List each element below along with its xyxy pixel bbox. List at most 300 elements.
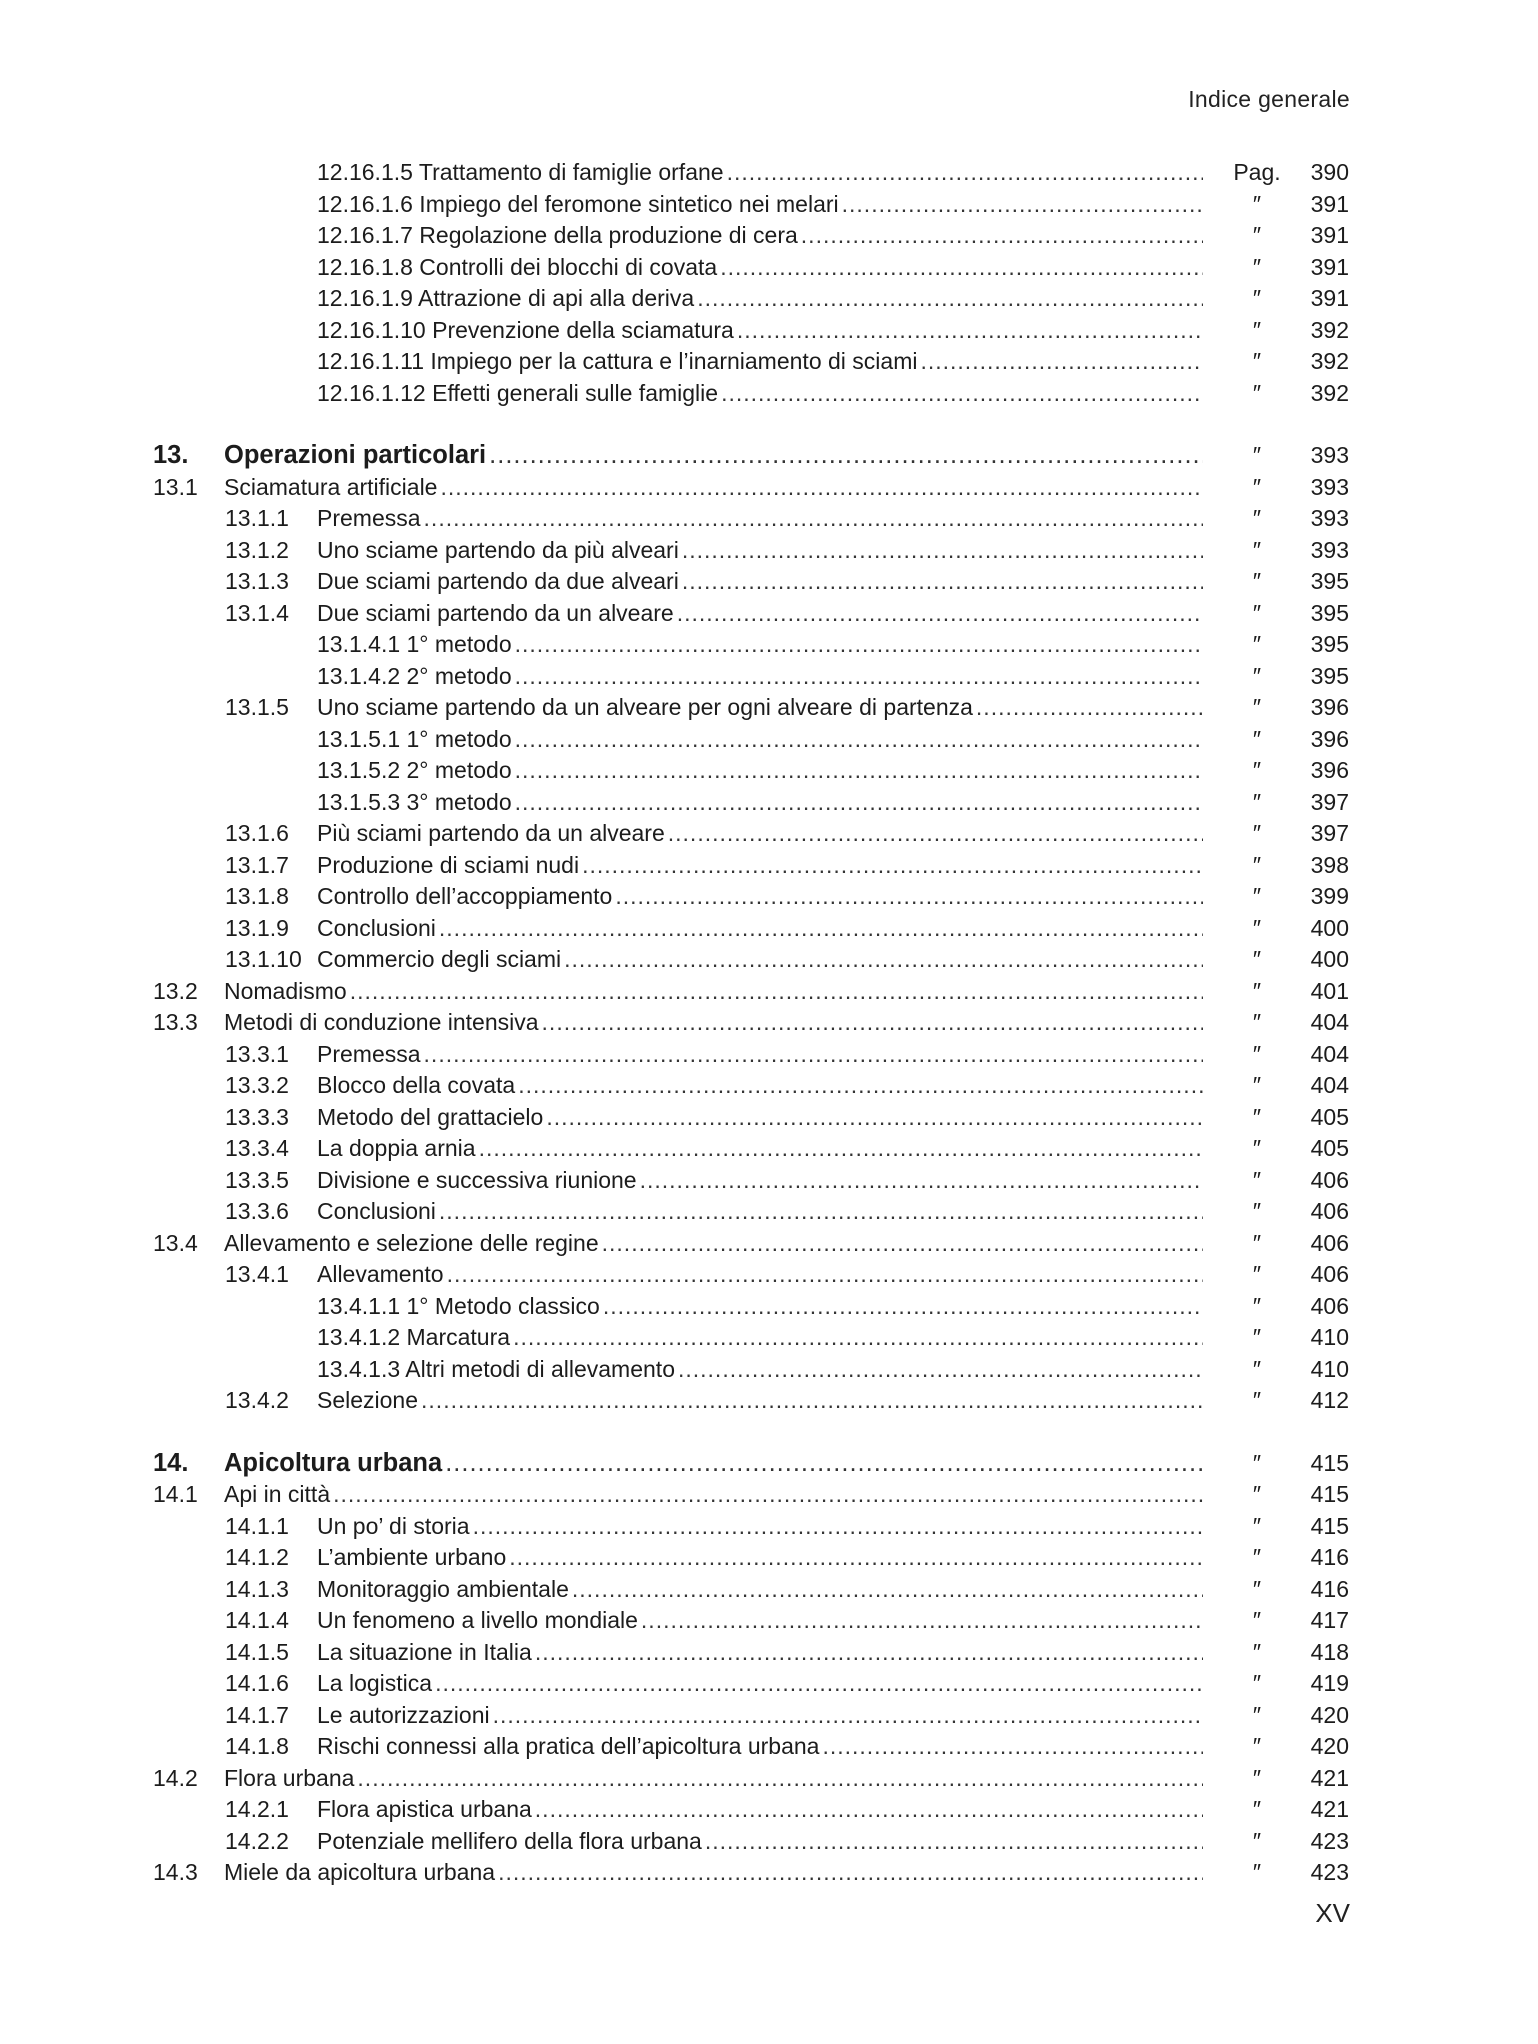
page-marker: ″ [1252, 1575, 1262, 1602]
toc-entry-title: Nomadismo [224, 976, 350, 1008]
dot-leader [424, 1039, 1203, 1071]
toc-entry-row [0, 220, 1538, 252]
page-marker: ″ [1252, 568, 1262, 594]
toc-entry-row [0, 629, 1538, 661]
toc-entry-title: Api in città [224, 1479, 333, 1511]
toc-page-number: 406 [1310, 1166, 1349, 1193]
toc-entry-number: 13.1 [153, 473, 198, 500]
page-marker: ″ [1252, 1827, 1262, 1854]
toc-page-number: 395 [1310, 599, 1349, 626]
toc-entry-row [0, 1070, 1538, 1102]
toc-entry-title: 12.16.1.10 Prevenzione della sciamatura [317, 315, 737, 347]
toc-entry-title: Uno sciame partendo da più alveari [317, 535, 682, 567]
toc-entry-title: La doppia arnia [317, 1133, 479, 1165]
toc-entry-title: Apicoltura urbana [224, 1448, 445, 1480]
toc-entry-title: Premessa [317, 503, 424, 535]
dot-leader [678, 1354, 1203, 1386]
toc-page-number: 404 [1310, 1040, 1349, 1067]
toc-entry-title: 12.16.1.12 Effetti generali sulle famiglie [317, 378, 721, 410]
toc-entry-row [0, 1857, 1538, 1889]
dot-leader [564, 944, 1203, 976]
page-marker: ″ [1252, 694, 1262, 720]
toc-entry-title: 12.16.1.9 Attrazione di api alla deriva [317, 283, 697, 315]
page-marker: ″ [1252, 631, 1262, 657]
page-marker: ″ [1252, 473, 1262, 500]
toc-entry-row [0, 724, 1538, 756]
toc-page-number: 419 [1310, 1670, 1349, 1696]
dot-leader [535, 1637, 1203, 1669]
toc-entry-number: 14.2.2 [225, 1827, 289, 1854]
toc-entry-number: 13.1.7 [225, 851, 289, 878]
dot-leader [350, 976, 1203, 1008]
toc-entry-number: 13.1.4 [225, 599, 289, 626]
toc-entry-number: 13.1.9 [225, 914, 289, 941]
page-marker: ″ [1252, 1670, 1262, 1696]
toc-page-number: 393 [1310, 442, 1349, 468]
toc-page-number: 399 [1310, 883, 1349, 909]
page-marker: ″ [1252, 883, 1262, 909]
dot-leader [509, 1542, 1203, 1574]
dot-leader [493, 1700, 1203, 1732]
toc-entry-row [0, 1354, 1538, 1386]
toc-entry-row [0, 1228, 1538, 1260]
page-marker: ″ [1252, 599, 1262, 626]
toc-entry-title: 13.1.5.3 3° metodo [317, 787, 515, 819]
page-marker: ″ [1252, 1512, 1262, 1539]
page-marker: ″ [1252, 1859, 1262, 1885]
toc-entry-row [0, 1133, 1538, 1165]
toc-entry-number: 13.1.3 [225, 568, 289, 594]
page-marker: ″ [1252, 505, 1262, 531]
dot-leader [682, 535, 1203, 567]
toc-page-number: 406 [1310, 1261, 1349, 1287]
toc-page-number: 405 [1310, 1135, 1349, 1161]
toc-entry-title: Monitoraggio ambientale [317, 1574, 572, 1606]
toc-page-number: 393 [1310, 473, 1349, 500]
toc-entry-row [0, 692, 1538, 724]
toc-entry-number: 14.1.5 [225, 1638, 289, 1665]
toc-page-number: 393 [1310, 505, 1349, 531]
page-marker: ″ [1252, 1135, 1262, 1161]
toc-entry-row [0, 976, 1538, 1008]
dot-leader [721, 378, 1203, 410]
toc-entry-number: 14.1.7 [225, 1701, 289, 1728]
dot-leader [473, 1511, 1203, 1543]
toc-entry-number: 13. [153, 441, 189, 469]
page-marker: Pag. [1233, 159, 1281, 185]
toc-entry-row [0, 1291, 1538, 1323]
toc-page-number: 401 [1310, 977, 1349, 1004]
dot-leader [440, 472, 1203, 504]
page-marker: ″ [1252, 914, 1262, 941]
toc-page-number: 415 [1310, 1449, 1349, 1476]
toc-entry-title: Le autorizzazioni [317, 1700, 493, 1732]
dot-leader [439, 913, 1203, 945]
toc-entry-title: Commercio degli sciami [317, 944, 564, 976]
toc-page-number: 400 [1310, 914, 1349, 941]
toc-page-number: 391 [1310, 190, 1349, 217]
toc-entry-row [0, 850, 1538, 882]
toc-entry-row [0, 913, 1538, 945]
dot-leader [697, 283, 1203, 315]
toc-entry-row [0, 1574, 1538, 1606]
toc-entry-number: 14.1 [153, 1481, 198, 1507]
toc-entry-row [0, 1668, 1538, 1700]
toc-entry-title: Potenziale mellifero della flora urbana [317, 1826, 705, 1858]
toc-page-number: 406 [1310, 1198, 1349, 1224]
dot-leader [515, 629, 1203, 661]
toc-entry-title: 13.4.1.1 1° Metodo classico [317, 1291, 603, 1323]
page-marker: ″ [1252, 1324, 1262, 1350]
toc-entry-title: Produzione di sciami nudi [317, 850, 582, 882]
toc-entry-number: 13.1.10 [225, 946, 302, 972]
toc-entry-row [0, 1763, 1538, 1795]
toc-entry-row [0, 1794, 1538, 1826]
dot-leader [801, 220, 1203, 252]
table-of-contents [0, 157, 1538, 1889]
toc-entry-row [0, 881, 1538, 913]
dot-leader [518, 1070, 1203, 1102]
toc-entry-number: 13.4.2 [225, 1387, 289, 1413]
toc-entry-title: Un fenomeno a livello mondiale [317, 1605, 641, 1637]
page-marker: ″ [1252, 285, 1262, 311]
toc-entry-title: La situazione in Italia [317, 1637, 535, 1669]
page-marker: ″ [1252, 379, 1262, 406]
toc-entry-row [0, 1385, 1538, 1417]
page-marker: ″ [1252, 1701, 1262, 1728]
toc-page-number: 421 [1310, 1796, 1349, 1822]
toc-page-number: 406 [1310, 1292, 1349, 1319]
toc-page-number: 423 [1310, 1859, 1349, 1885]
toc-entry-title: La logistica [317, 1668, 435, 1700]
dot-leader [357, 1763, 1203, 1795]
toc-page-number: 400 [1310, 946, 1349, 972]
toc-entry-title: 13.4.1.3 Altri metodi di allevamento [317, 1354, 678, 1386]
toc-page-number: 390 [1310, 159, 1349, 185]
page-marker: ″ [1252, 1072, 1262, 1098]
running-head: Indice generale [1188, 86, 1350, 112]
dot-leader [445, 1448, 1203, 1480]
toc-entry-title: Sciamatura artificiale [224, 472, 440, 504]
page-marker: ″ [1252, 1261, 1262, 1287]
page-marker: ″ [1252, 1009, 1262, 1035]
toc-entry-number: 14.1.3 [225, 1575, 289, 1602]
toc-entry-number: 13.3.3 [225, 1103, 289, 1130]
page-marker: ″ [1252, 1166, 1262, 1193]
toc-entry-row [0, 1259, 1538, 1291]
dot-leader [513, 1322, 1203, 1354]
toc-entry-number: 13.1.1 [225, 505, 289, 531]
toc-entry-title: Flora apistica urbana [317, 1794, 535, 1826]
page-marker: ″ [1252, 316, 1262, 343]
dot-leader [822, 1731, 1203, 1763]
dot-leader [582, 850, 1203, 882]
page-marker: ″ [1252, 1796, 1262, 1822]
toc-page-number: 396 [1310, 725, 1349, 752]
toc-entry-number: 14.1.8 [225, 1733, 289, 1759]
dot-leader [489, 440, 1203, 472]
page-marker: ″ [1252, 662, 1262, 689]
dot-leader [439, 1196, 1203, 1228]
toc-entry-number: 14. [153, 1448, 189, 1477]
toc-page-number: 393 [1310, 536, 1349, 563]
dot-leader [640, 1165, 1203, 1197]
toc-entry-number: 14.3 [153, 1859, 198, 1885]
toc-entry-title: Allevamento e selezione delle regine [224, 1228, 602, 1260]
toc-page-number: 392 [1310, 379, 1349, 406]
toc-entry-title: 13.1.5.2 2° metodo [317, 755, 515, 787]
toc-entry-number: 13.1.5 [225, 694, 289, 720]
toc-page-number: 415 [1310, 1481, 1349, 1507]
page-marker: ″ [1252, 757, 1262, 783]
page-marker: ″ [1252, 348, 1262, 374]
dot-leader [677, 598, 1203, 630]
dot-leader [498, 1857, 1203, 1889]
dot-leader [542, 1007, 1203, 1039]
toc-entry-title: Divisione e successiva riunione [317, 1165, 640, 1197]
dot-leader [737, 315, 1203, 347]
toc-entry-title: Selezione [317, 1385, 421, 1417]
toc-entry-number: 14.1.1 [225, 1512, 289, 1539]
toc-entry-number: 13.3.6 [225, 1198, 289, 1224]
toc-entry-row [0, 1826, 1538, 1858]
toc-entry-row [0, 1322, 1538, 1354]
toc-page-number: 404 [1310, 1009, 1349, 1035]
toc-entry-row [0, 189, 1538, 221]
dot-leader [515, 661, 1203, 693]
toc-page-number: 405 [1310, 1103, 1349, 1130]
toc-entry-row [0, 598, 1538, 630]
page-marker: ″ [1252, 1733, 1262, 1759]
toc-entry-row [0, 1637, 1538, 1669]
page-marker: ″ [1252, 820, 1262, 846]
toc-entry-row [0, 1511, 1538, 1543]
dot-leader [727, 157, 1203, 189]
page-marker: ″ [1252, 725, 1262, 752]
toc-page-number: 420 [1310, 1733, 1349, 1759]
page-marker: ″ [1252, 1387, 1262, 1413]
toc-entry-row [0, 1102, 1538, 1134]
dot-leader [421, 1385, 1203, 1417]
toc-entry-number: 13.2 [153, 977, 198, 1004]
page-marker: ″ [1252, 1544, 1262, 1570]
toc-entry-row [0, 818, 1538, 850]
toc-entry-number: 13.1.6 [225, 820, 289, 846]
dot-leader [920, 346, 1203, 378]
page-marker: ″ [1252, 1292, 1262, 1319]
dot-leader [479, 1133, 1203, 1165]
toc-page-number: 420 [1310, 1701, 1349, 1728]
toc-entry-row [0, 315, 1538, 347]
toc-entry-title: 12.16.1.7 Regolazione della produzione di cera [317, 220, 801, 252]
toc-entry-number: 13.3 [153, 1009, 198, 1035]
toc-entry-title: 12.16.1.5 Trattamento di famiglie orfane [317, 157, 727, 189]
toc-entry-row [0, 1479, 1538, 1511]
toc-entry-number: 13.3.4 [225, 1135, 289, 1161]
toc-entry-row [0, 566, 1538, 598]
dot-leader [602, 1228, 1203, 1260]
toc-page-number: 412 [1310, 1387, 1349, 1413]
toc-entry-title: Controllo dell’accoppiamento [317, 881, 615, 913]
toc-entry-number: 13.4.1 [225, 1261, 289, 1287]
toc-entry-title: Blocco della covata [317, 1070, 518, 1102]
page-marker: ″ [1252, 1449, 1262, 1476]
toc-entry-row [0, 346, 1538, 378]
page-marker: ″ [1252, 1764, 1262, 1791]
page-marker: ″ [1252, 442, 1262, 468]
dot-leader [603, 1291, 1203, 1323]
page-marker: ″ [1252, 946, 1262, 972]
dot-leader [515, 787, 1203, 819]
dot-leader [447, 1259, 1203, 1291]
toc-page-number: 404 [1310, 1072, 1349, 1098]
toc-entry-row [0, 1196, 1538, 1228]
toc-page-number: 391 [1310, 222, 1349, 248]
toc-entry-row [0, 1700, 1538, 1732]
toc-entry-number: 13.1.8 [225, 883, 289, 909]
toc-entry-title: Flora urbana [224, 1763, 357, 1795]
dot-leader [641, 1605, 1203, 1637]
page-marker: ″ [1252, 1481, 1262, 1507]
toc-entry-title: Due sciami partendo da due alveari [317, 566, 682, 598]
dot-leader [424, 503, 1203, 535]
toc-entry-number: 13.3.5 [225, 1166, 289, 1193]
toc-entry-number: 13.3.2 [225, 1072, 289, 1098]
toc-entry-title: Allevamento [317, 1259, 447, 1291]
toc-entry-number: 13.1.2 [225, 536, 289, 563]
toc-entry-title: Conclusioni [317, 913, 439, 945]
toc-entry-row [0, 503, 1538, 535]
dot-leader [515, 724, 1203, 756]
toc-page-number: 392 [1310, 348, 1349, 374]
page-marker: ″ [1252, 1040, 1262, 1067]
toc-page-number: 391 [1310, 253, 1349, 280]
toc-entry-row [0, 787, 1538, 819]
toc-page-number: 417 [1310, 1607, 1349, 1633]
toc-entry-title: Rischi connessi alla pratica dell’apicoltura urbana [317, 1731, 822, 1763]
toc-page-number: 416 [1310, 1575, 1349, 1602]
toc-page-number: 397 [1310, 788, 1349, 815]
toc-entry-number: 14.1.2 [225, 1544, 289, 1570]
toc-page-number: 423 [1310, 1827, 1349, 1854]
page-marker: ″ [1252, 222, 1262, 248]
dot-leader [682, 566, 1203, 598]
toc-entry-title: Più sciami partendo da un alveare [317, 818, 668, 850]
toc-entry-title: Due sciami partendo da un alveare [317, 598, 677, 630]
toc-entry-row [0, 944, 1538, 976]
toc-entry-title: L’ambiente urbano [317, 1542, 509, 1574]
toc-entry-row [0, 755, 1538, 787]
page-number: XV [1315, 1898, 1350, 1928]
toc-page-number: 396 [1310, 757, 1349, 783]
dot-leader [572, 1574, 1203, 1606]
toc-entry-title: Premessa [317, 1039, 424, 1071]
toc-entry-row [0, 472, 1538, 504]
toc-page-number: 396 [1310, 694, 1349, 720]
dot-leader [515, 755, 1203, 787]
toc-page-number: 395 [1310, 662, 1349, 689]
toc-entry-number: 14.1.6 [225, 1670, 289, 1696]
toc-page-number: 398 [1310, 851, 1349, 878]
toc-entry-title: 12.16.1.11 Impiego per la cattura e l’inarniamento di sciami [317, 346, 920, 378]
dot-leader [333, 1479, 1203, 1511]
dot-leader [615, 881, 1203, 913]
toc-entry-row [0, 1039, 1538, 1071]
toc-page-number: 410 [1310, 1324, 1349, 1350]
toc-entry-row [0, 378, 1538, 410]
toc-entry-title: 13.1.4.1 1° metodo [317, 629, 515, 661]
toc-entry-title: Metodo del grattacielo [317, 1102, 546, 1134]
toc-page-number: 391 [1310, 285, 1349, 311]
toc-entry-title: Operazioni particolari [224, 440, 489, 472]
dot-leader [668, 818, 1203, 850]
toc-page-number: 418 [1310, 1638, 1349, 1665]
toc-entry-row [0, 661, 1538, 693]
toc-entry-title: 13.1.4.2 2° metodo [317, 661, 515, 693]
page-marker: ″ [1252, 1229, 1262, 1256]
toc-entry-title: Metodi di conduzione intensiva [224, 1007, 542, 1039]
toc-page-number: 406 [1310, 1229, 1349, 1256]
dot-leader [435, 1668, 1203, 1700]
toc-entry-row [0, 1007, 1538, 1039]
toc-entry-number: 14.2 [153, 1764, 198, 1791]
toc-entry-row [0, 252, 1538, 284]
toc-page-number: 410 [1310, 1355, 1349, 1382]
toc-entry-title: Conclusioni [317, 1196, 439, 1228]
toc-entry-row [0, 157, 1538, 189]
dot-leader [705, 1826, 1203, 1858]
toc-page-number: 392 [1310, 316, 1349, 343]
toc-entry-row [0, 1542, 1538, 1574]
page-marker: ″ [1252, 1198, 1262, 1224]
toc-page-number: 416 [1310, 1544, 1349, 1570]
page-marker: ″ [1252, 851, 1262, 878]
toc-entry-title: 12.16.1.6 Impiego del feromone sintetico nei melari [317, 189, 842, 221]
toc-entry-row [0, 1605, 1538, 1637]
page-marker: ″ [1252, 1355, 1262, 1382]
dot-leader [535, 1794, 1203, 1826]
toc-entry-number: 14.2.1 [225, 1796, 289, 1822]
toc-page-number: 397 [1310, 820, 1349, 846]
dot-leader [976, 692, 1203, 724]
toc-entry-title: 13.4.1.2 Marcatura [317, 1322, 513, 1354]
page-marker: ″ [1252, 536, 1262, 563]
toc-entry-title: Miele da apicoltura urbana [224, 1857, 498, 1889]
dot-leader [546, 1102, 1203, 1134]
page-marker: ″ [1252, 190, 1262, 217]
toc-entry-row [0, 283, 1538, 315]
toc-entry-number: 14.1.4 [225, 1607, 289, 1633]
toc-page-number: 415 [1310, 1512, 1349, 1539]
toc-entry-title: 12.16.1.8 Controlli dei blocchi di covata [317, 252, 720, 284]
toc-page-number: 395 [1310, 631, 1349, 657]
page-marker: ″ [1252, 788, 1262, 815]
page-marker: ″ [1252, 1638, 1262, 1665]
toc-page-number: 421 [1310, 1764, 1349, 1791]
toc-chapter-row [0, 1448, 1538, 1480]
toc-entry-row [0, 1165, 1538, 1197]
toc-chapter-row [0, 440, 1538, 472]
toc-entry-row [0, 1731, 1538, 1763]
toc-entry-number: 13.3.1 [225, 1040, 289, 1067]
dot-leader [842, 189, 1203, 221]
toc-entry-title: Un po’ di storia [317, 1511, 473, 1543]
page-marker: ″ [1252, 977, 1262, 1004]
toc-entry-title: Uno sciame partendo da un alveare per ogni alveare di partenza [317, 692, 976, 724]
toc-entry-row [0, 535, 1538, 567]
toc-entry-title: 13.1.5.1 1° metodo [317, 724, 515, 756]
page-marker: ″ [1252, 1607, 1262, 1633]
